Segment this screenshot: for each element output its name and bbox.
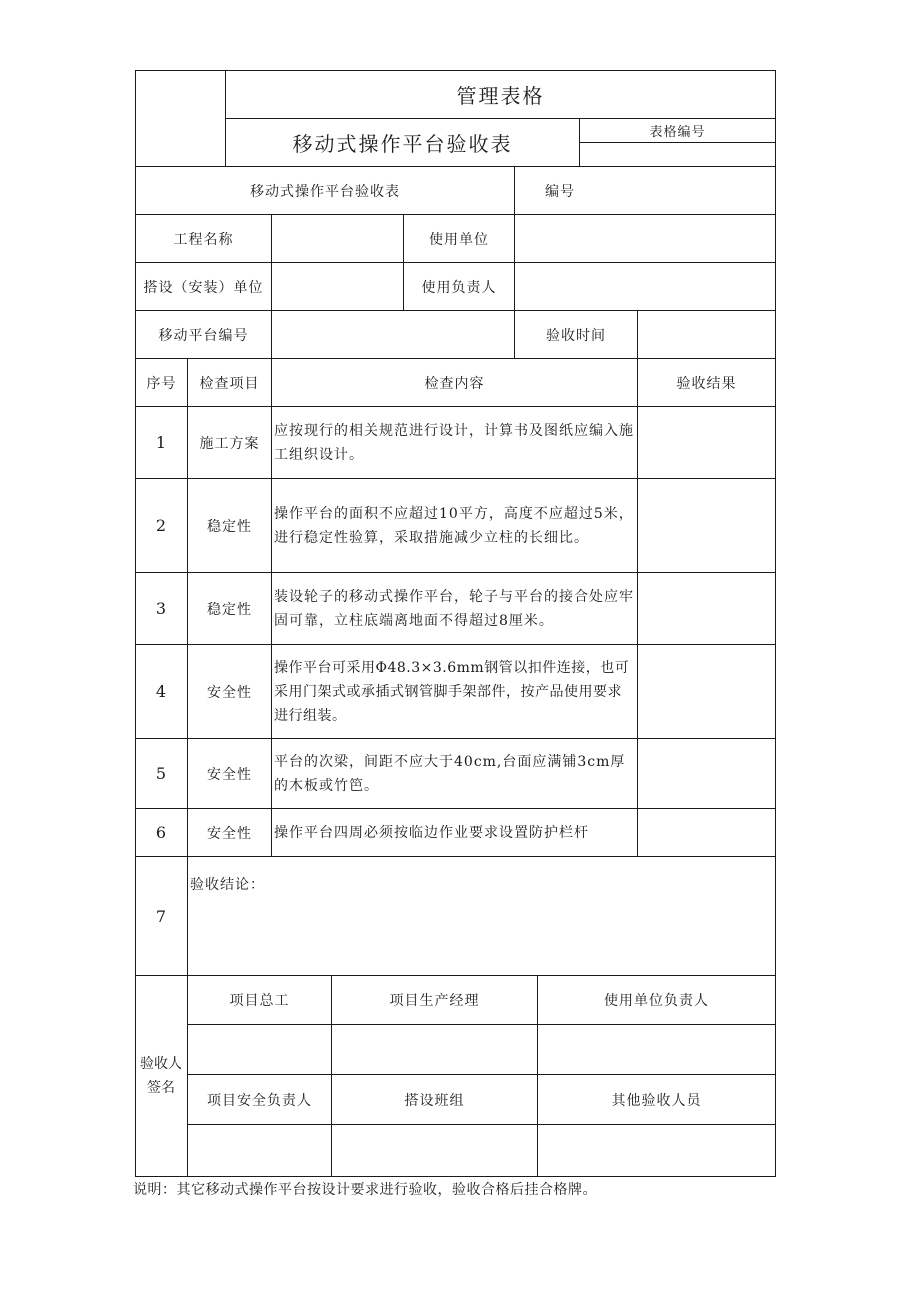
form-title: 移动式操作平台验收表: [292, 132, 513, 156]
acceptance-time-field[interactable]: [638, 311, 775, 358]
role-user-unit-head: 使用单位负责人: [604, 993, 709, 1009]
row-seq: 1: [155, 433, 168, 452]
builder-unit-label: 搭设（安装）单位: [143, 279, 264, 296]
signature-field[interactable]: [188, 1125, 331, 1176]
row-item: 稳定性: [207, 601, 252, 618]
table-title: 移动式操作平台验收表: [250, 183, 400, 200]
signature-section-label: 验收人签名: [140, 1056, 182, 1096]
row-item: 安全性: [207, 684, 252, 701]
col-seq: 序号: [146, 375, 177, 392]
row-content: 操作平台的面积不应超过10平方，高度不应超过5米，进行稳定性验算，采取措施减少立柱的长细比。: [274, 505, 634, 546]
row-seq: 5: [155, 764, 168, 783]
row-item: 安全性: [207, 825, 252, 842]
project-name-label: 工程名称: [173, 231, 234, 248]
logo-cell: [136, 71, 225, 166]
row-seq: 2: [155, 516, 168, 535]
row-result-field[interactable]: [638, 573, 775, 644]
row-content: 平台的次梁，间距不应大于40cm,台面应满铺3cm厚的木板或竹笆。: [274, 753, 626, 794]
row-item: 施工方案: [199, 435, 260, 452]
role-chief-engineer: 项目总工: [229, 993, 290, 1009]
row-item: 安全性: [207, 766, 252, 783]
col-item: 检查项目: [199, 375, 260, 392]
row-result-field[interactable]: [638, 739, 775, 808]
row-result-field[interactable]: [638, 479, 775, 572]
user-unit-label: 使用单位: [429, 231, 489, 248]
signature-field[interactable]: [332, 1125, 537, 1176]
conclusion-label: 验收结论：: [190, 877, 265, 893]
platform-no-field[interactable]: [272, 311, 514, 358]
row-seq: 6: [155, 823, 168, 842]
row-seq: 4: [155, 682, 168, 701]
role-production-manager: 项目生产经理: [389, 993, 480, 1009]
platform-no-label: 移动平台编号: [158, 327, 249, 344]
conclusion-field[interactable]: [188, 897, 775, 975]
conclusion-seq: 7: [155, 906, 168, 926]
footnote: 说明：其它移动式操作平台按设计要求进行验收，验收合格后挂合格牌。: [133, 1182, 597, 1198]
project-name-field[interactable]: [272, 215, 403, 262]
row-content: 装设轮子的移动式操作平台，轮子与平台的接合处应牢固可靠，立柱底端离地面不得超过8厘米。: [274, 588, 634, 629]
row-content: 操作平台四周必须按临边作业要求设置防护栏杆: [274, 824, 589, 841]
row-result-field[interactable]: [638, 645, 775, 738]
row-content: 操作平台可采用Φ48.3×3.6mm钢管以扣件连接，也可采用门架式或承插式钢管脚手架部件，按产品使用要求进行组装。: [274, 659, 630, 724]
signature-field[interactable]: [538, 1125, 775, 1176]
user-unit-field[interactable]: [515, 215, 775, 262]
col-result: 验收结果: [676, 375, 737, 392]
signature-field[interactable]: [332, 1025, 537, 1074]
signature-field[interactable]: [538, 1025, 775, 1074]
management-title: 管理表格: [456, 84, 545, 108]
role-other-inspectors: 其他验收人员: [611, 1092, 702, 1109]
user-responsible-label: 使用负责人: [421, 279, 497, 296]
role-erection-team: 搭设班组: [404, 1092, 465, 1109]
col-content: 检查内容: [424, 375, 485, 392]
signature-field[interactable]: [188, 1025, 331, 1074]
row-item: 稳定性: [207, 518, 252, 535]
acceptance-time-label: 验收时间: [546, 327, 606, 344]
form-no-value[interactable]: [580, 143, 775, 166]
row-result-field[interactable]: [638, 809, 775, 856]
builder-unit-field[interactable]: [272, 263, 403, 310]
form-no-label: 表格编号: [649, 125, 706, 140]
row-content: 应按现行的相关规范进行设计，计算书及图纸应编入施工组织设计。: [274, 422, 634, 463]
user-responsible-field[interactable]: [515, 263, 775, 310]
row-seq: 3: [155, 599, 168, 618]
row-result-field[interactable]: [638, 407, 775, 478]
number-label: 编号: [545, 183, 575, 200]
role-safety-head: 项目安全负责人: [207, 1092, 312, 1109]
